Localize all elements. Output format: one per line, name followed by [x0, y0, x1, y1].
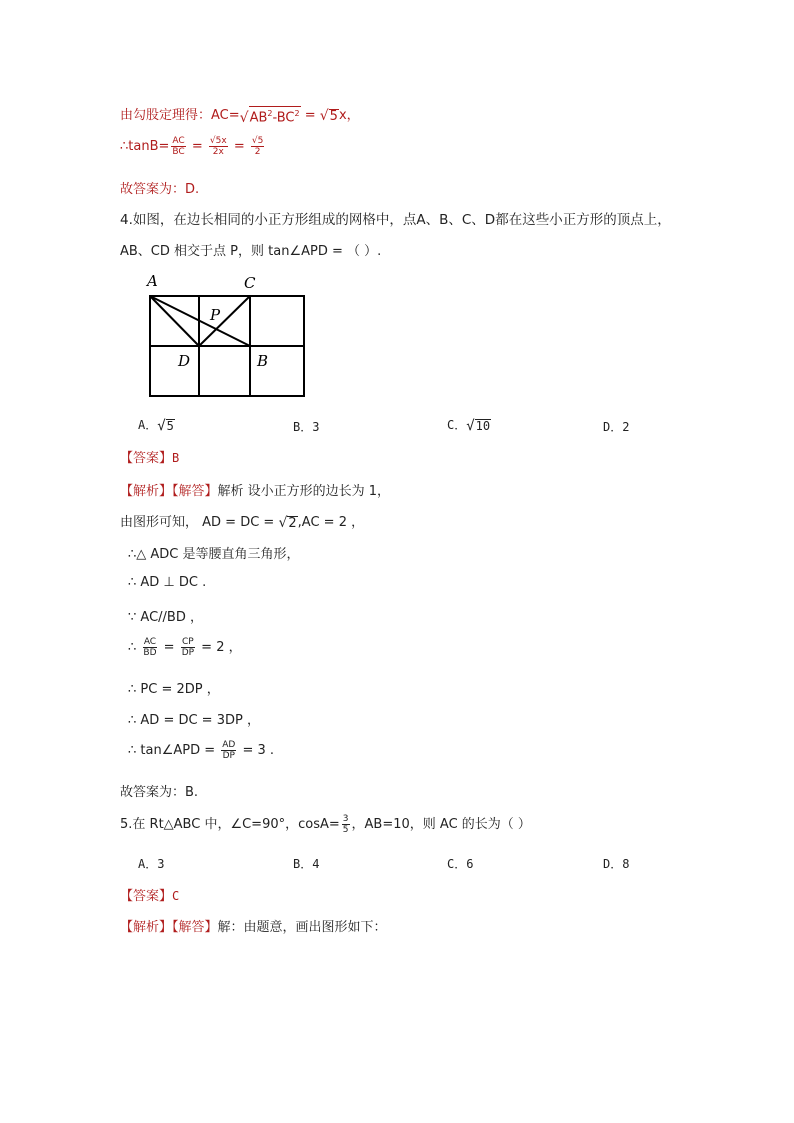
q4-choice-b[interactable]: B．3 — [293, 420, 320, 434]
q4-line2: AB、CD 相交于点 P，则 tan∠APD = （ ）. — [120, 244, 382, 259]
q4-solution-head: 【解析】【解答】解析 设小正方形的边长为 1， — [120, 484, 391, 499]
label-B: B — [257, 352, 269, 370]
q5-choice-a[interactable]: A．3 — [138, 857, 165, 871]
q4-choice-a[interactable]: A． √ 5 — [138, 417, 174, 434]
q4-solution-line4: ∴ AD ⊥ DC . — [128, 575, 207, 590]
label-C: C — [244, 274, 256, 292]
sqrt-expression: √ $AB^2-BC^2$ — [240, 106, 301, 124]
answer-line: 故答案为：D. — [120, 182, 200, 197]
q4-solution-end: 故答案为：B. — [120, 785, 199, 800]
q4-solution-line5: ∵ AC//BD ， — [128, 610, 203, 625]
q4-choice-c[interactable]: C． √ 10 — [447, 417, 491, 434]
grid-figure — [140, 270, 315, 402]
q4-line1: 4.如图，在边长相同的小正方形组成的网格中，点A、B、C、D都在这些小正方形的顶点上， — [120, 212, 671, 228]
q5-stem: 5.在 Rt△ABC 中，∠C=90°，cosA= $\frac{3}{5}$ ，AB=10，则 AC 的长为（ ） — [120, 814, 531, 835]
label-A: A — [147, 272, 158, 290]
q4-answer: 【答案】B — [120, 451, 180, 466]
label-D: D — [178, 352, 191, 370]
q4-solution-line6: ∴ $\frac{AC}{BD}$ = $\frac{CP}{DP}$ = 2 ， — [128, 637, 242, 658]
pythagoras-line: 由勾股定理得：AC= √ $AB^2-BC^2$ = √ 5 x， — [120, 107, 360, 126]
q5-choice-b[interactable]: B．4 — [293, 857, 320, 871]
q4-solution-line8: ∴ AD = DC = 3DP ， — [128, 713, 260, 728]
q5-answer: 【答案】C — [120, 889, 180, 904]
q5-choice-c[interactable]: C．6 — [447, 857, 474, 871]
q5-choice-d[interactable]: D．8 — [603, 857, 630, 871]
label-P: P — [210, 306, 221, 324]
q4-solution-line7: ∴ PC = 2DP ， — [128, 682, 220, 697]
q4-solution-line3: ∴△ ADC 是等腰直角三角形， — [128, 547, 300, 562]
tanB-line: ∴tanB= $\frac{AC}{BC}$ = $\frac{√5x}{2x}$ = $\frac{√5}{2}$ — [120, 136, 264, 157]
q4-solution-line2: 由图形可知， AD = DC = √ 2 ,AC = 2 ， — [120, 514, 365, 531]
q4-solution-line9: ∴ tan∠APD = $\frac{AD}{DP}$ = 3 . — [128, 740, 275, 761]
q5-solution-head: 【解析】【解答】解：由题意，画出图形如下： — [120, 920, 387, 935]
q4-choice-d[interactable]: D．2 — [603, 420, 630, 434]
fraction: $\frac{AC}{BC}$ — [172, 136, 185, 157]
